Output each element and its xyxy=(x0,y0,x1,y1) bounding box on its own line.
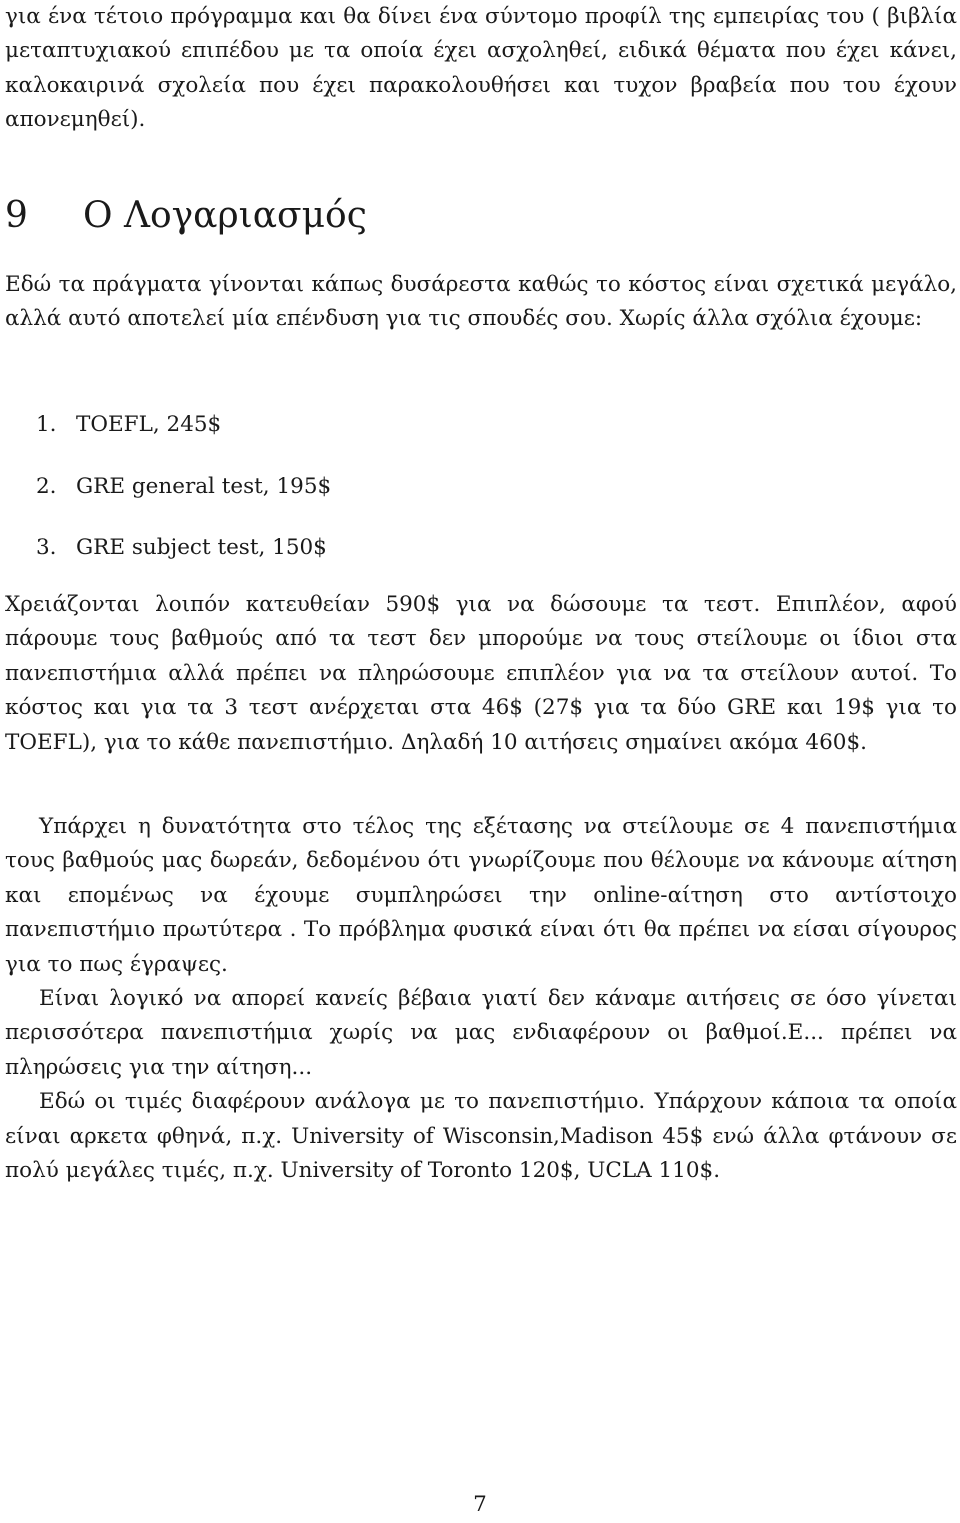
list-item-text: TOEFL, 245$ xyxy=(76,412,222,437)
list-marker: 3. xyxy=(36,535,57,560)
list-item-text: GRE subject test, 150$ xyxy=(76,535,327,560)
intro-paragraph: για ένα τέτοιο πρόγραμμα και θα δίνει ένα σύντομο προφίλ της εμπειρίας του ( βιβλία μεταπτυχιακού επιπέδου με τα οποία έχει ασχοληθεί, ειδικά θέματα που έχει κάνει, καλοκαιρινά σχολεία που έχει παρακολουθήσει και τυχον βραβεία που του έχουν απονεμηθεί). xyxy=(5,4,957,133)
cost-list xyxy=(36,408,936,593)
after-list-paragraph xyxy=(5,588,957,760)
list-item-text: GRE general test, 195$ xyxy=(76,473,332,499)
paragraph: Εδώ οι τιμές διαφέρουν ανάλογα με το πανεπιστήμιο. Υπάρχουν κάποια τα οποία είναι αρκετα φθηνά, π.χ. University of Wisconsin,Madison 45$ ενώ άλλα φτάνουν σε πολύ μεγάλες τιμές, π.χ. University of Toronto 120$, UCLA 110$. xyxy=(5,1089,957,1184)
list-marker: 2. xyxy=(36,473,57,499)
paragraph-text: Χρειάζονται λοιπόν κατευθείαν 590$ για να δώσουμε τα τεστ. Επιπλέον, αφού πάρουμε τους βαθμούς από τα τεστ δεν μπορούμε να τους στείλουμε οι ίδιοι στα πανεπιστήμια αλλά πρέπει να πληρώσουμε επιπλέον για να τα στείλουν αυτοί. Το κόστος και για τα 3 τεστ ανέρχεται στα 46$ (27$ για τα δύο GRE και 19$ για το TOEFL), για το κάθε πανεπιστήμιο. Δηλαδή 10 αιτήσεις σημαίνει ακόμα 460$. xyxy=(5,592,957,755)
body-paragraphs xyxy=(5,810,957,1188)
section-heading xyxy=(5,190,367,242)
list-item xyxy=(36,470,936,532)
list-item xyxy=(36,531,936,593)
list-item xyxy=(36,408,936,470)
section-number: 9 xyxy=(5,195,28,236)
list-marker: 1. xyxy=(36,412,57,437)
paragraph: Είναι λογικό να απορεί κανείς βέβαια γιατί δεν κάναμε αιτήσεις σε όσο γίνεται περισσότερα πανεπιστήμια χωρίς να μας ενδιαφέρουν οι βαθμοί.Ε... πρέπει να πληρώσεις για την αίτηση... xyxy=(5,986,957,1080)
section-lead-paragraph: Εδώ τα πράγματα γίνονται κάπως δυσάρεστα καθώς το κόστος είναι σχετικά μεγάλο, αλλά αυτό αποτελεί μία επένδυση για τις σπουδές σου. Χωρίς άλλα σχόλια έχουμε: xyxy=(5,272,957,332)
page-number: 7 xyxy=(473,1492,487,1517)
paragraph: Υπάρχει η δυνατότητα στο τέλος της εξέτασης να στείλουμε σε 4 πανεπιστήμια τους βαθμούς μας δωρεάν, δεδομένου ότι γνωρίζουμε που θέλουμε να κάνουμε αίτηση και επομένως να έχουμε συμπληρώσει την online-αίτηση στο αντίστοιχο πανεπιστήμιο πρωτύτερα . Το πρόβλημα φυσικά είναι ότι θα πρέπει να είσαι σίγουρος για το πως έγραψες. xyxy=(5,814,957,977)
section-title: Ο Λογαριασμός xyxy=(83,195,367,236)
